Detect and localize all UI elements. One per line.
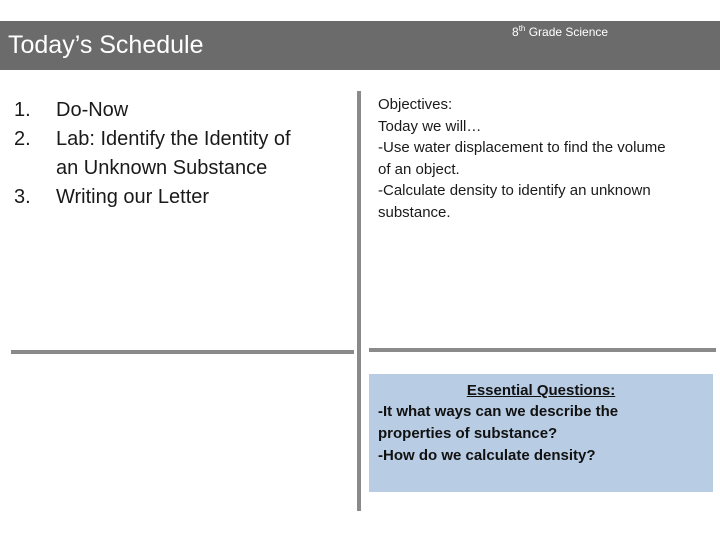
horizontal-divider-left <box>11 350 354 354</box>
schedule-item-text: Writing our Letter <box>56 186 210 208</box>
header-bar <box>0 21 720 70</box>
schedule-item-text-continued: an Unknown Substance <box>56 157 268 179</box>
course-grade-suffix: th <box>518 24 526 33</box>
schedule-item-number: 1. <box>14 99 31 121</box>
schedule-item <box>14 183 344 212</box>
schedule-item-text: Lab: Identify the Identity of <box>56 128 291 150</box>
essential-question-line: -It what ways can we describe the <box>378 403 619 420</box>
course-name: Grade Science <box>525 25 609 39</box>
course-label <box>512 24 608 39</box>
essential-question-line: properties of substance? <box>378 425 558 442</box>
essential-question-line: -How do we calculate density? <box>378 447 596 464</box>
schedule-item-number: 2. <box>14 128 31 150</box>
schedule-list <box>14 96 344 212</box>
schedule-item <box>14 96 344 125</box>
objectives-line: substance. <box>378 203 451 221</box>
objectives-line: Today we will… <box>378 117 482 135</box>
essential-questions-title: Essential Questions: <box>466 382 616 399</box>
schedule-item <box>14 125 344 183</box>
objectives-panel <box>378 94 712 223</box>
essential-questions-box <box>369 374 713 492</box>
schedule-item-number: 3. <box>14 186 31 208</box>
page-title: Today’s Schedule <box>8 31 204 59</box>
schedule-item-text: Do-Now <box>56 99 129 121</box>
objectives-heading: Objectives: <box>378 96 453 113</box>
horizontal-divider-right <box>369 348 716 352</box>
course-grade: 8 <box>512 25 519 39</box>
objectives-line: -Use water displacement to find the volume <box>378 139 666 156</box>
objectives-line: of an object. <box>378 160 460 178</box>
vertical-divider <box>357 91 361 511</box>
objectives-line: -Calculate density to identify an unknown <box>378 182 651 199</box>
